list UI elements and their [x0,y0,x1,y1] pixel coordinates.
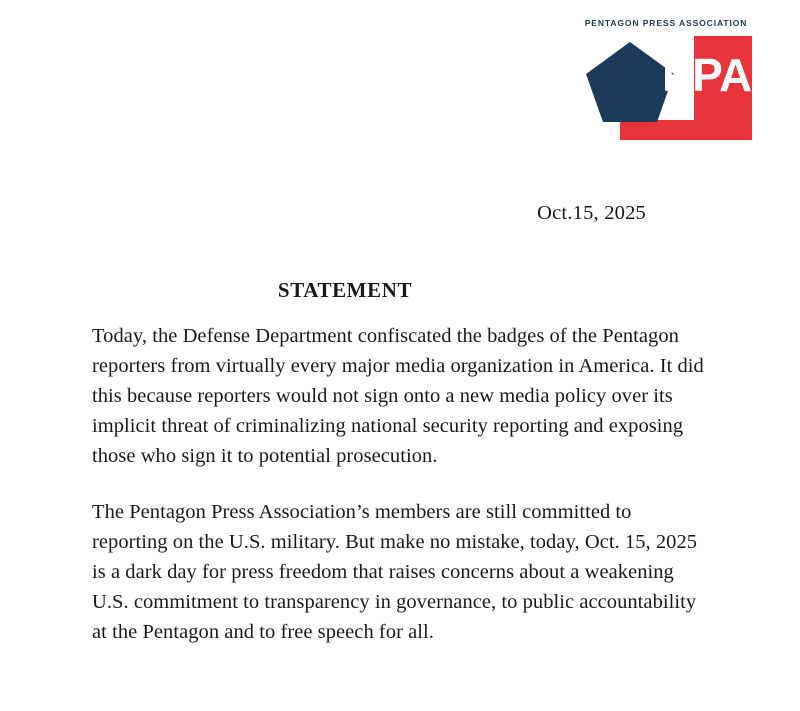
page-title: STATEMENT [277,278,413,302]
ppa-logo [584,36,752,140]
logo-initials: PPA [662,49,752,101]
document-date: Oct.15, 2025 [537,202,646,224]
association-name: PENTAGON PRESS ASSOCIATION [584,18,748,28]
letterhead [576,18,756,158]
statement-paragraph-2: The Pentagon Press Association’s members are still committed to reporting on the U.S. military. But make no mistake, today, Oct. 15, 2025 is a dark day for press freedom that raises concerns about a weakening U.S. commitment to transparency in governance, to public accountability at the Pentagon and to free speech for all. [92,501,698,643]
statement-paragraph-1: Today, the Defense Department confiscated the badges of the Pentagon reporters from virtually every major media organization in America. It did this because reporters would not sign onto a new media policy over its implicit threat of criminalizing national security reporting and exposing those who sign it to potential prosecution. [92,325,704,467]
document-body [92,200,708,668]
